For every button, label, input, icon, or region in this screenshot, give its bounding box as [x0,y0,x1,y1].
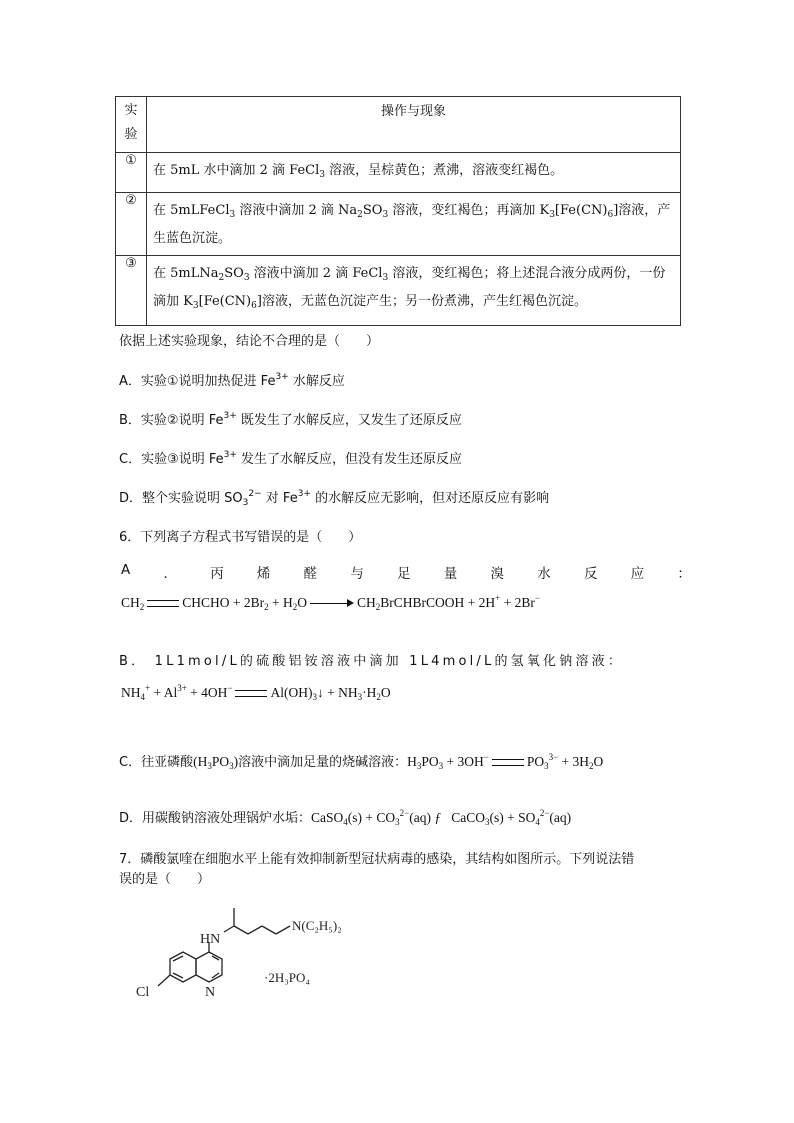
ring-nitrogen-label: N [205,985,216,1000]
q6-stem: 6．下列离子方程式书写错误的是（ ） [119,530,362,545]
q5-option-c[interactable]: C．实验③说明 $Fe^{3+}$ 发生了水解反应，但没有发生还原反应 [119,450,463,467]
char: 反 [583,566,598,582]
q6-option-b-label[interactable]: B． 1L1mol/L的硫酸铝铵溶液中滴加 1L4mol/L的氢氧化钠溶液： [119,654,625,669]
nh-label: HN [200,932,221,947]
char: 溴 [490,566,504,582]
char: 烯 [256,566,271,582]
char: 醛 [303,566,318,582]
q5-option-b[interactable]: B．实验②说明 $Fe^{3+}$ 既发生了水解反应，又发生了还原反应 [119,411,462,428]
q6-option-d[interactable]: D．用碳酸钠溶液处理锅炉水垢：CaSO$_4$(s) + $CO_3^{2-}(aq)$ ƒ CaCO$_3$(s) + $SO_4^{2-}(aq)$ [119,808,572,827]
table-row [116,193,681,256]
char: 丙 [210,566,224,582]
row-number: ① [116,153,147,193]
char: 水 [537,566,551,582]
q5-option-d[interactable]: D．整个实验说明 $SO_3^{2-}$ 对 $Fe^{3+}$ 的水解反应无影响，但对还原反应有影响 [119,489,550,508]
char: A [121,562,131,578]
table-row [116,153,681,193]
chloroquine-structure-diagram [128,898,378,1022]
q6-option-b-equation: $NH_4^+ + Al^{3+} + 4OH^-$ $Al(OH)_3↓ + NH_3\cdot H_2O$ [121,683,391,702]
row-number: ③ [116,256,147,326]
q5-stem: 依据上述实验现象，结论不合理的是（ ） [119,334,380,349]
char: 足 [397,566,411,582]
q6-option-a-equation: $CH_2$ CHCHO + $2Br_2 + H_2O$ $CH_2BrCHBrCOOH + 2H^+ + 2Br^-$ [121,593,540,612]
q7-stem-line1: 7．磷酸氯喹在细胞水平上能有效抑制新型冠状病毒的感染，其结构如图所示。下列说法错 [119,852,635,867]
row-number: ② [116,193,147,256]
table-header-operation: 操作与现象 [147,97,681,153]
char: 与 [350,566,364,582]
experiment-table [115,96,681,326]
q6-option-c[interactable]: C．往亚磷酸$(H_3PO_3)$溶液中滴加足量的烧碱溶液：$H_3PO_3 + 3OH^-$ $PO_3^{3-} + 3H_2O$ [119,752,604,771]
char: ． [163,566,177,582]
char: 量 [443,566,458,582]
q5-option-a[interactable]: A．实验①说明加热促进 $Fe^{3+}$ 水解反应 [119,372,345,389]
phosphate-label: ·2H₃PO₄ [264,970,310,985]
chloro-label: Cl [136,985,150,1000]
char: 应 [630,566,645,582]
row-text: 在 5mLFeCl$_3$ 溶液中滴加 2 滴 $Na_2SO_3$ 溶液，变红褐色；再滴加 $K_3[Fe(CN)_6]$溶液，产生蓝色沉淀。 [147,193,681,256]
diethylamino-label: N(C₂H₅)₂ [292,918,342,933]
char: ： [677,566,691,582]
table-header-experiment: 实 验 [116,97,147,153]
table-row [116,256,681,326]
row-text: 在 $5mLNa_2SO_3$ 溶液中滴加 2 滴 FeCl$_3$ 溶液，变红褐色；将上述混合液分成两份，一份滴加 $K_3[Fe(CN)_6]$溶液，无蓝色沉淀产生；另一份煮沸，产生红褐色沉淀。 [147,256,681,326]
q6-option-a-label[interactable] [121,562,691,582]
q7-stem-line2: 误的是（ ） [119,872,211,887]
row-text: 在 5mL 水中滴加 2 滴 FeCl$_3$ 溶液，呈棕黄色；煮沸，溶液变红褐色。 [147,153,681,193]
